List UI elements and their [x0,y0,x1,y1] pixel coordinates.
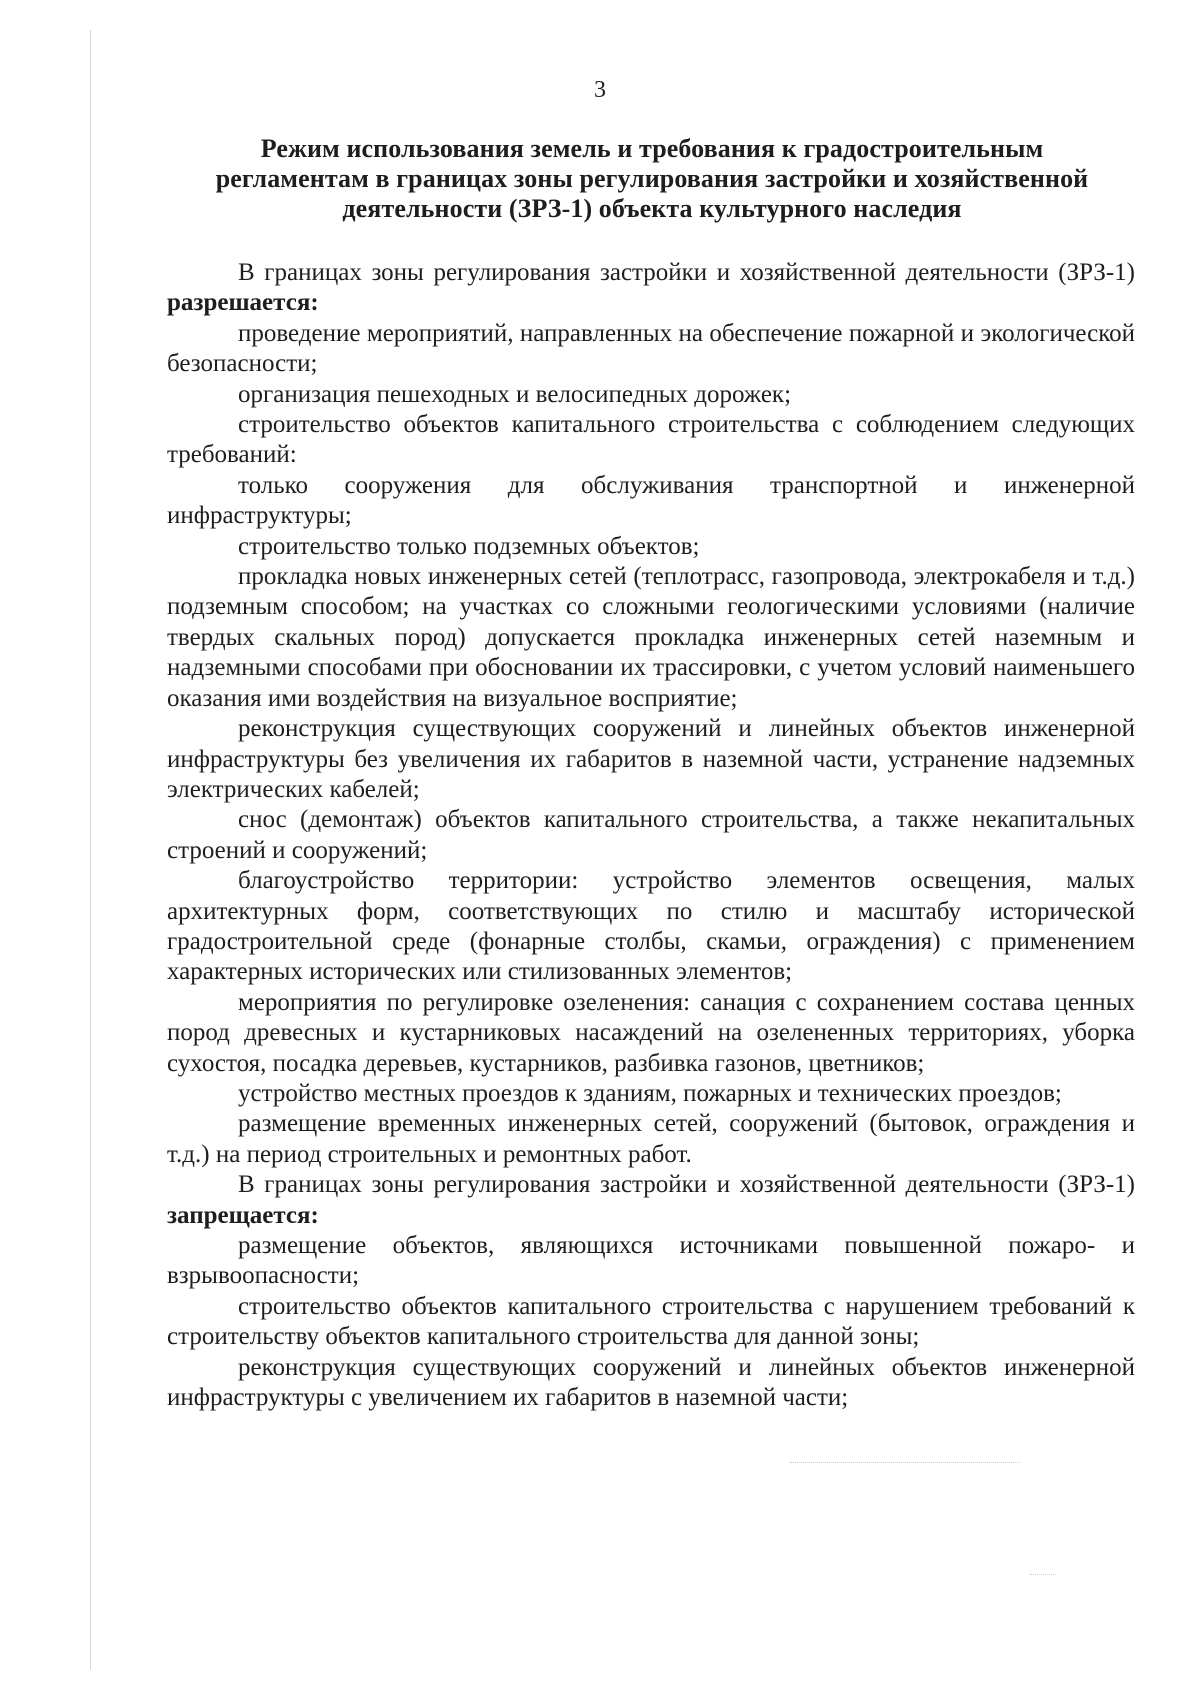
document-body [167,258,1135,1413]
allowed-item: строительство объектов капитального строительства с соблюдением следующих требований: [167,411,1135,469]
allowed-item: реконструкция существующих сооружений и линейных объектов инженерной инфраструктуры без увеличения их габаритов в наземной части, устранение надземных электрических кабелей; [167,715,1135,803]
allowed-item: проведение мероприятий, направленных на обеспечение пожарной и экологической безопасности; [167,319,1135,378]
scan-artifact [1030,1574,1056,1577]
scan-edge-line [90,30,91,1670]
prohibited-keyword: запрещается: [167,1201,319,1229]
prohibited-item: размещение объектов, являющихся источниками повышенной пожаро- и взрывоопасности; [167,1232,1135,1290]
allowed-item: благоустройство территории: устройство элементов освещения, малых архитектурных форм, соответствующих по стилю и масштабу исторической градостроительной среде (фонарные столбы, скамьи, ограждения) с применением характерных исторических или стилизованных элементов; [167,867,1135,986]
heading-line: Режим использования земель и требования к градостроительным [260,134,1044,163]
allowed-item: размещение временных инженерных сетей, сооружений (бытовок, ограждения и т.д.) на период строительных и ремонтных работ. [167,1110,1135,1168]
heading-line: регламентам в границах зоны регулирования застройки и хозяйственной [215,164,1089,193]
allowed-item: снос (демонтаж) объектов капитального строительства, а также некапитальных строений и сооружений; [167,806,1135,864]
allowed-keyword: разрешается: [167,289,319,317]
prohibited-intro-text: В границах зоны регулирования застройки и хозяйственной деятельности (ЗРЗ-1) [238,1171,1135,1199]
prohibited-item: реконструкция существующих сооружений и линейных объектов инженерной инфраструктуры с увеличением их габаритов в наземной части; [167,1353,1135,1412]
document-heading [167,134,1137,224]
prohibited-intro-paragraph [167,1170,1135,1231]
allowed-intro-paragraph [167,258,1135,319]
prohibited-item: строительство объектов капитального строительства с нарушением требований к строительству объектов капитального строительства для данной зоны; [167,1292,1135,1351]
allowed-item: только сооружения для обслуживания транспортной и инженерной инфраструктуры; [167,471,1135,530]
page-number: 3 [594,77,606,103]
allowed-item: мероприятия по регулировке озеленения: санация с сохранением состава ценных пород древесных и кустарниковых насаждений на озелененных территориях, уборка сухостоя, посадка деревьев, кустарников, разбивка газонов, цветников; [167,988,1135,1077]
allowed-intro-text: В границах зоны регулирования застройки и хозяйственной деятельности (ЗРЗ-1) [238,259,1135,286]
allowed-item: организация пешеходных и велосипедных дорожек; [238,380,792,408]
scan-artifact [790,1462,1020,1466]
allowed-item: прокладка новых инженерных сетей (теплотрасс, газопровода, электрокабеля и т.д.) подземным способом; на участках со сложными геологическими условиями (наличие твердых скальных пород) допускается прокладка инженерных сетей наземным и надземными способами при обосновании их трассировки, с учетом условий наименьшего оказания ими воздействия на визуальное восприятие; [167,563,1135,712]
heading-line: деятельности (ЗРЗ-1) объекта культурного наследия [342,194,962,223]
allowed-item: устройство местных проездов к зданиям, пожарных и технических проездов; [238,1079,1062,1107]
allowed-item: строительство только подземных объектов; [238,532,700,560]
